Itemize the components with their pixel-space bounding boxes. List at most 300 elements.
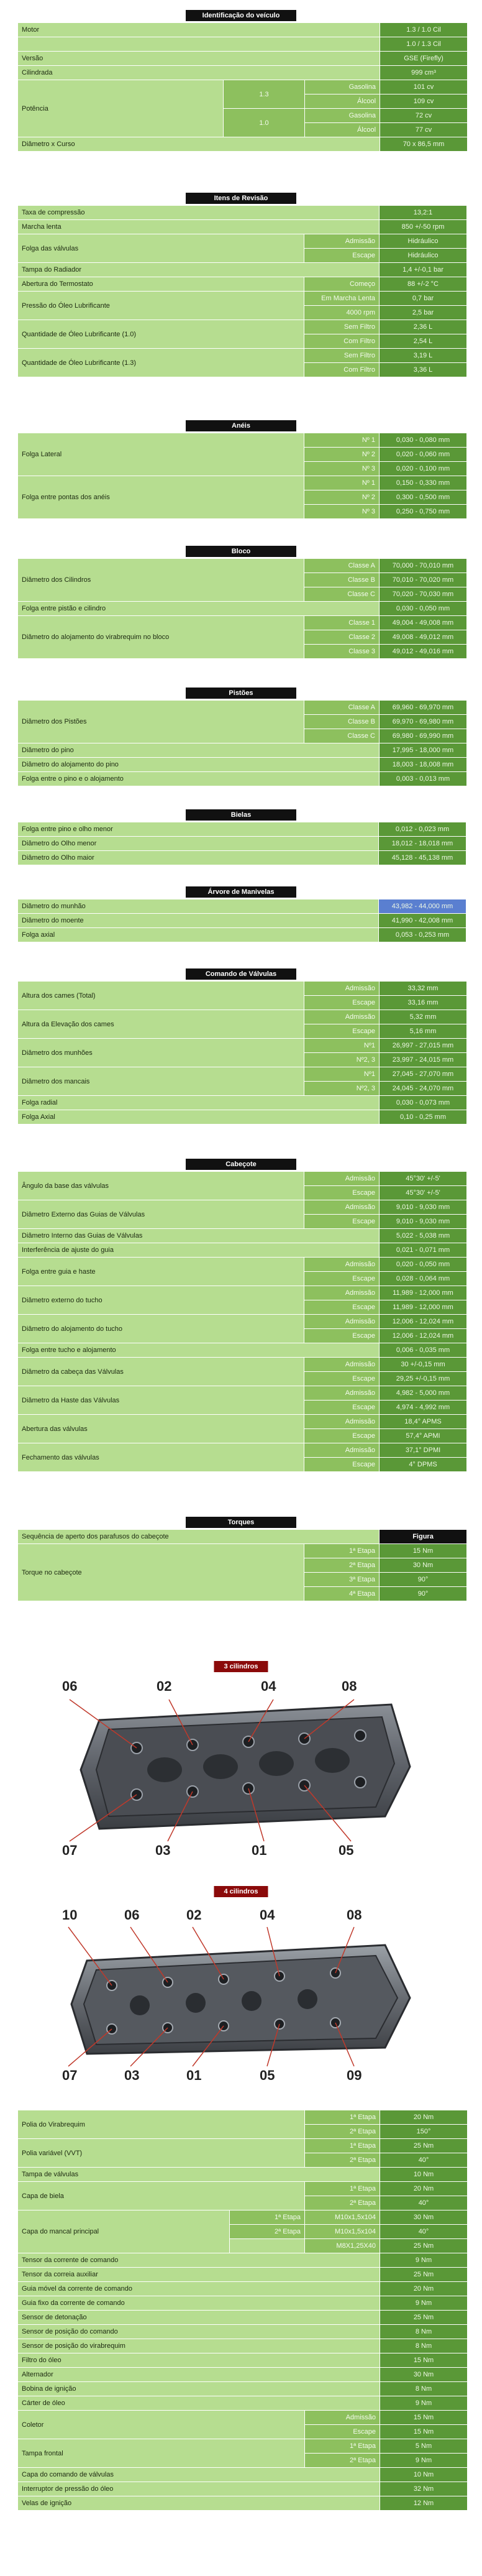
row-sublabel: 1ª Etapa [305,2139,380,2153]
row-label: Quantidade de Óleo Lubrificante (1.3) [18,349,304,377]
table-row [18,616,466,630]
row-label: Folga Lateral [18,433,304,476]
row-value: 9 Nm [380,2296,467,2310]
row-value: 49,012 - 49,016 mm [380,645,466,658]
row-sublabel: Admissão [304,1258,379,1271]
row-value: 32 Nm [380,2482,467,2496]
table-row [18,2325,467,2339]
row-sublabel: Escape [304,1024,379,1038]
row-sublabel: M10x1,5x104 [305,2225,380,2238]
table-row [18,2382,467,2396]
section-title: Árvore de Manivelas [186,886,296,898]
row-sublabel: Classe 1 [304,616,379,630]
row-value: 9,010 - 9,030 mm [380,1215,466,1228]
section-title: Anéis [186,420,296,431]
row-label: Folga radial [18,1096,379,1110]
row-label: Tensor da corrente de comando [18,2253,380,2267]
bolt-label: 04 [261,1678,276,1694]
table-row [18,1258,466,1271]
table-row [18,206,466,219]
row-sublabel: Escape [304,1329,379,1343]
row-value: Hidráulico [380,234,466,248]
row-value: 25 Nm [380,2311,467,2324]
section-cabecote [17,1159,465,1472]
row-value: 3,36 L [380,363,466,377]
row-label: Altura da Elevação dos cames [18,1010,304,1038]
row-label: Velas de ignição [18,2496,380,2510]
bolt-label: 05 [260,2068,275,2083]
row-label: Abertura das válvulas [18,1415,304,1443]
row-label: Interruptor de pressão do óleo [18,2482,380,2496]
row-sublabel: Nº 3 [304,462,379,476]
row-sublabel: Admissão [304,1172,379,1185]
row-value: 150° [380,2125,467,2138]
table-torques [17,1529,467,1601]
table-row [18,822,466,836]
row-value: 45°30' +/-5' [380,1186,466,1200]
row-value: 2,5 bar [380,306,466,320]
row-sublabel: Nº 1 [304,433,379,447]
section-revisao [17,193,465,377]
row-label: Sequência de aperto dos parafusos do cabeçote [18,1530,379,1543]
row-label: Folga entre pontas dos anéis [18,476,304,518]
row-sublabel: Admissão [304,1010,379,1024]
bolt-label: 03 [155,1842,171,1858]
figure-title: 4 cilindros [214,1886,268,1897]
table-row [18,2439,467,2453]
row-value: 0,028 - 0,064 mm [380,1272,466,1286]
row-value: 70 x 86,5 mm [380,137,467,151]
row-label: Tampa de válvulas [18,2168,380,2181]
table-row [18,1110,466,1124]
bolt-label: 06 [62,1678,78,1694]
row-value: 0,020 - 0,100 mm [380,462,466,476]
table-row [18,2368,467,2381]
table-row [18,899,466,913]
row-label: Diâmetro do alojamento do virabrequim no bloco [18,616,304,658]
row-sublabel: 3ª Etapa [304,1573,379,1586]
table-row [18,2139,467,2153]
bolt-label: 04 [260,1907,275,1923]
section-torques [17,1517,465,1601]
row-label: Polia do Virabrequim [18,2110,304,2138]
bolt-label: 09 [347,2068,362,2083]
row-sublabel: M10x1,5x104 [305,2210,380,2224]
table-row [18,137,467,151]
row-value: 37,1° DPMI [380,1443,466,1457]
row-value: 15 Nm [380,2353,467,2367]
table-cabecote [17,1171,467,1472]
row-sublabel: 2ª Etapa [305,2153,380,2167]
row-sublabel: Em Marcha Lenta [304,292,379,305]
table-row [18,2482,467,2496]
row-sublabel: Classe B [304,573,379,587]
row-value: Figura [380,1530,466,1543]
row-label: Diâmetro Externo das Guias de Válvulas [18,1200,304,1228]
row-label: Polia variável (VVT) [18,2139,304,2167]
row-value: 15 Nm [380,2411,467,2424]
row-label: Folga entre pino e olho menor [18,822,378,836]
row-value: 101 cv [380,80,467,94]
row-value: 45°30' +/-5' [380,1172,466,1185]
row-value: 49,008 - 49,012 mm [380,630,466,644]
row-sublabel: 1ª Etapa [305,2439,380,2453]
figure-3-cilindros [62,1661,420,1860]
section-pistoes [17,688,465,786]
row-label: Diâmetro do alojamento do tucho [18,1315,304,1343]
row-label: Diâmetro do moente [18,914,378,927]
row-sublabel: Álcool [305,123,380,137]
row-sublabel: Admissão [304,1315,379,1328]
row-value: 0,030 - 0,073 mm [380,1096,466,1110]
row-value: 9 Nm [380,2454,467,2467]
row-value: Hidráulico [380,249,466,262]
row-label: Diâmetro da Haste das Válvulas [18,1386,304,1414]
bolt-label: 08 [342,1678,357,1694]
row-sublabel: Admissão [304,1386,379,1400]
row-sublabel: Admissão [304,1443,379,1457]
table-row [18,2353,467,2367]
table-row [18,743,466,757]
row-value: 77 cv [380,123,467,137]
row-value: 0,030 - 0,050 mm [380,602,466,615]
row-value: 109 cv [380,94,467,108]
row-sublabel: Gasolina [305,80,380,94]
row-label: Folga Axial [18,1110,379,1124]
row-label: Capa do comando de válvulas [18,2468,380,2482]
table-row [18,37,467,51]
row-label: Sensor de detonação [18,2311,380,2324]
row-label: Quantidade de Óleo Lubrificante (1.0) [18,320,304,348]
row-value: 850 +/-50 rpm [380,220,466,234]
row-value: 10 Nm [380,2168,467,2181]
row-sublabel: Com Filtro [304,334,379,348]
row-value: 26,997 - 27,015 mm [380,1039,466,1052]
row-label: Interferência de ajuste do guia [18,1243,379,1257]
row-value: 88 +/-2 °C [380,277,466,291]
row-value: 0,150 - 0,330 mm [380,476,466,490]
section-arvore [17,886,465,942]
row-value: 9,010 - 9,030 mm [380,1200,466,1214]
row-value: 33,16 mm [380,996,466,1010]
row-sublabel: 1ª Etapa [304,1544,379,1558]
table-row [18,320,466,334]
section-comando [17,968,465,1125]
section-title: Cabeçote [186,1159,296,1170]
row-value: 0,7 bar [380,292,466,305]
row-value: 0,250 - 0,750 mm [380,505,466,518]
row-value: 0,020 - 0,060 mm [380,448,466,461]
row-label: Marcha lenta [18,220,379,234]
table-row [18,2411,467,2424]
row-label: Coletor [18,2411,304,2439]
row-value: 33,32 mm [380,982,466,995]
table-arvore [17,899,466,942]
row-label: Diâmetro do Olho maior [18,851,378,865]
table-bloco [17,558,467,659]
row-value: 45,128 - 45,138 mm [379,851,466,865]
row-sublabel: Nº2, 3 [304,1082,379,1095]
row-label: Cilindrada [18,66,380,80]
table-comando [17,981,467,1125]
row-label: Tampa frontal [18,2439,304,2467]
row-sublabel: Classe 2 [304,630,379,644]
table-row [18,2339,467,2353]
row-label: Pressão do Óleo Lubrificante [18,292,304,320]
table-aneis [17,433,467,519]
row-value: 5,022 - 5,038 mm [380,1229,466,1243]
row-label: Filtro do óleo [18,2353,380,2367]
table-row [18,2253,467,2267]
row-value: 90° [380,1573,466,1586]
row-value: 23,997 - 24,015 mm [380,1053,466,1067]
row-label: Diâmetro dos munhões [18,1039,304,1067]
row-value: 30 Nm [380,1558,466,1572]
row-value: 0,053 - 0,253 mm [379,928,466,942]
table-row [18,1096,466,1110]
row-value: 12 Nm [380,2496,467,2510]
table-row [18,772,466,786]
row-value: 40° [380,2153,467,2167]
table-row [18,2110,467,2124]
row-label: Folga das válvulas [18,234,304,262]
row-sublabel: M8X1,25X40 [305,2239,380,2253]
row-value: 40° [380,2196,467,2210]
row-sublabel: Álcool [305,94,380,108]
table-torques-gerais [17,2110,468,2511]
row-value: 1.3 / 1.0 Cil [380,23,467,37]
table-row [18,2396,467,2410]
row-sublabel: Escape [305,2425,380,2439]
section-aneis [17,420,465,519]
row-value: 18,003 - 18,008 mm [380,758,466,771]
section-title: Itens de Revisão [186,193,296,204]
table-revisao [17,205,467,377]
row-value: 9 Nm [380,2253,467,2267]
table-row [18,1010,466,1024]
row-value: 0,021 - 0,071 mm [380,1243,466,1257]
row-sublabel: Gasolina [305,109,380,122]
row-sublabel: Escape [304,1458,379,1471]
row-value: 30 +/-0,15 mm [380,1358,466,1371]
table-row [18,2268,467,2281]
row-label: Folga entre pistão e cilindro [18,602,379,615]
section-identificacao [17,10,465,152]
row-label: Diâmetro dos Pistões [18,701,304,743]
row-sublabel: Nº2, 3 [304,1053,379,1067]
table-row [18,292,466,305]
row-label: Ângulo da base das válvulas [18,1172,304,1200]
table-row [18,2468,467,2482]
row-label: Diâmetro dos Cilindros [18,559,304,601]
row-label: Cárter de óleo [18,2396,380,2410]
table-row [18,433,466,447]
row-label: Alternador [18,2368,380,2381]
table-row [18,66,467,80]
row-value: 11,989 - 12,000 mm [380,1286,466,1300]
row-sublabel: Admissão [305,2411,380,2424]
table-row [18,1530,466,1543]
row-label: Guia móvel da corrente de comando [18,2282,380,2296]
table-bielas [17,822,466,865]
section-bloco [17,546,465,659]
row-value: 17,995 - 18,000 mm [380,743,466,757]
row-sublabel: Sem Filtro [304,349,379,362]
row-label: Diâmetro do pino [18,743,379,757]
row-value: 72 cv [380,109,467,122]
row-value: 70,020 - 70,030 mm [380,587,466,601]
row-label: Diâmetro x Curso [18,137,380,151]
table-row [18,1343,466,1357]
row-value: 20 Nm [380,2282,467,2296]
row-label: Diâmetro do munhão [18,899,378,913]
bolt-label: 01 [186,2068,202,2083]
bolt-label: 08 [347,1907,362,1923]
row-sublabel: Sem Filtro [304,320,379,334]
row-sublabel: 2ª Etapa [305,2125,380,2138]
section-bielas [17,809,465,865]
row-value: 4,974 - 4,992 mm [380,1401,466,1414]
row-label: Folga axial [18,928,378,942]
row-label: Diâmetro do Olho menor [18,837,378,850]
row-value: 57,4° APMI [380,1429,466,1443]
table-row [18,80,467,94]
row-sublabel: Nº 3 [304,505,379,518]
row-value: 70,000 - 70,010 mm [380,559,466,573]
figure-title: 3 cilindros [214,1661,268,1672]
table-row [18,2182,467,2196]
section-title: Identificação do veículo [186,10,296,21]
row-label: Diâmetro da cabeça das Válvulas [18,1358,304,1386]
table-row [18,758,466,771]
bolt-label: 06 [124,1907,140,1923]
row-value: 11,989 - 12,000 mm [380,1300,466,1314]
row-value: 1.0 / 1.3 Cil [380,37,467,51]
row-value: 49,004 - 49,008 mm [380,616,466,630]
row-sublabel: Classe 3 [304,645,379,658]
row-label: Potência [18,80,223,137]
cylinder-head-3cyl-image [62,1661,420,1860]
table-row [18,851,466,865]
row-sublabel: Classe A [304,559,379,573]
table-pistoes [17,700,467,786]
table-row [18,1286,466,1300]
table-row [18,234,466,248]
row-value: 0,030 - 0,080 mm [380,433,466,447]
row-label: Folga entre tucho e alojamento [18,1343,379,1357]
row-sublabel: Escape [304,1429,379,1443]
table-row [18,1229,466,1243]
bolt-label: 10 [62,1907,78,1923]
row-value: 43,982 - 44,000 mm [379,899,466,913]
row-sublabel: Admissão [304,234,379,248]
cylinder-head-4cyl-image [62,1886,420,2085]
row-label: Tensor da correia auxiliar [18,2268,380,2281]
row-value: 0,012 - 0,023 mm [379,822,466,836]
row-sublabel: Nº 2 [304,448,379,461]
row-sublabel: 1ª Etapa [230,2210,304,2224]
row-label: Capa do mancal principal [18,2210,229,2253]
table-row [18,982,466,995]
row-label: Altura dos cames (Total) [18,982,304,1010]
row-value: 5 Nm [380,2439,467,2453]
row-label: Sensor de posição do comando [18,2325,380,2339]
row-value: 69,980 - 69,990 mm [380,729,466,743]
row-value: 12,006 - 12,024 mm [380,1329,466,1343]
section-title: Comando de Válvulas [186,968,296,980]
row-sublabel: 4ª Etapa [304,1587,379,1601]
row-sublabel: 1.3 [224,80,304,108]
row-sublabel: Admissão [304,1358,379,1371]
row-sublabel: Nº 1 [304,476,379,490]
row-sublabel: Começo [304,277,379,291]
row-sublabel: Nº 2 [304,490,379,504]
row-value: 25 Nm [380,2239,467,2253]
table-row [18,1443,466,1457]
row-sublabel: 1.0 [224,109,304,137]
bolt-label: 07 [62,2068,78,2083]
row-sublabel: Escape [304,996,379,1010]
row-value: 25 Nm [380,2139,467,2153]
row-label: Diâmetro do alojamento do pino [18,758,379,771]
table-row [18,52,467,65]
row-value: 20 Nm [380,2110,467,2124]
row-sublabel: Admissão [304,1200,379,1214]
row-sublabel: Admissão [304,1415,379,1428]
row-value: 2,36 L [380,320,466,334]
table-row [18,220,466,234]
row-sublabel: Com Filtro [304,363,379,377]
table-identificacao [17,22,468,152]
section-title: Bielas [186,809,296,821]
row-label: Abertura do Termostato [18,277,304,291]
row-value: 29,25 +/-0,15 mm [380,1372,466,1386]
table-row [18,1243,466,1257]
figure-4-cilindros [62,1886,420,2085]
table-row [18,1039,466,1052]
row-value: 18,4° APMS [380,1415,466,1428]
table-row [18,1067,466,1081]
table-row [18,837,466,850]
row-value: 3,19 L [380,349,466,362]
row-label: Folga entre o pino e o alojamento [18,772,379,786]
row-sublabel: 2ª Etapa [230,2225,304,2238]
row-sublabel: Nº1 [304,1039,379,1052]
row-sublabel: 4000 rpm [304,306,379,320]
row-sublabel: Classe C [304,729,379,743]
table-row [18,559,466,573]
section-title: Bloco [186,546,296,557]
table-row [18,914,466,927]
row-value: 999 cm³ [380,66,467,80]
row-sublabel: 2ª Etapa [305,2454,380,2467]
row-value: 0,300 - 0,500 mm [380,490,466,504]
row-label: Versão [18,52,380,65]
table-row [18,1386,466,1400]
section-title: Pistões [186,688,296,699]
row-value: 10 Nm [380,2468,467,2482]
table-row [18,23,467,37]
row-value: 0,006 - 0,035 mm [380,1343,466,1357]
bolt-label: 02 [186,1907,202,1923]
row-value: 70,010 - 70,020 mm [380,573,466,587]
row-label: Taxa de compressão [18,206,379,219]
table-row [18,1544,466,1558]
table-row [18,701,466,714]
table-row [18,602,466,615]
row-label: Guia fixo da corrente de comando [18,2296,380,2310]
row-sublabel: 2ª Etapa [304,1558,379,1572]
